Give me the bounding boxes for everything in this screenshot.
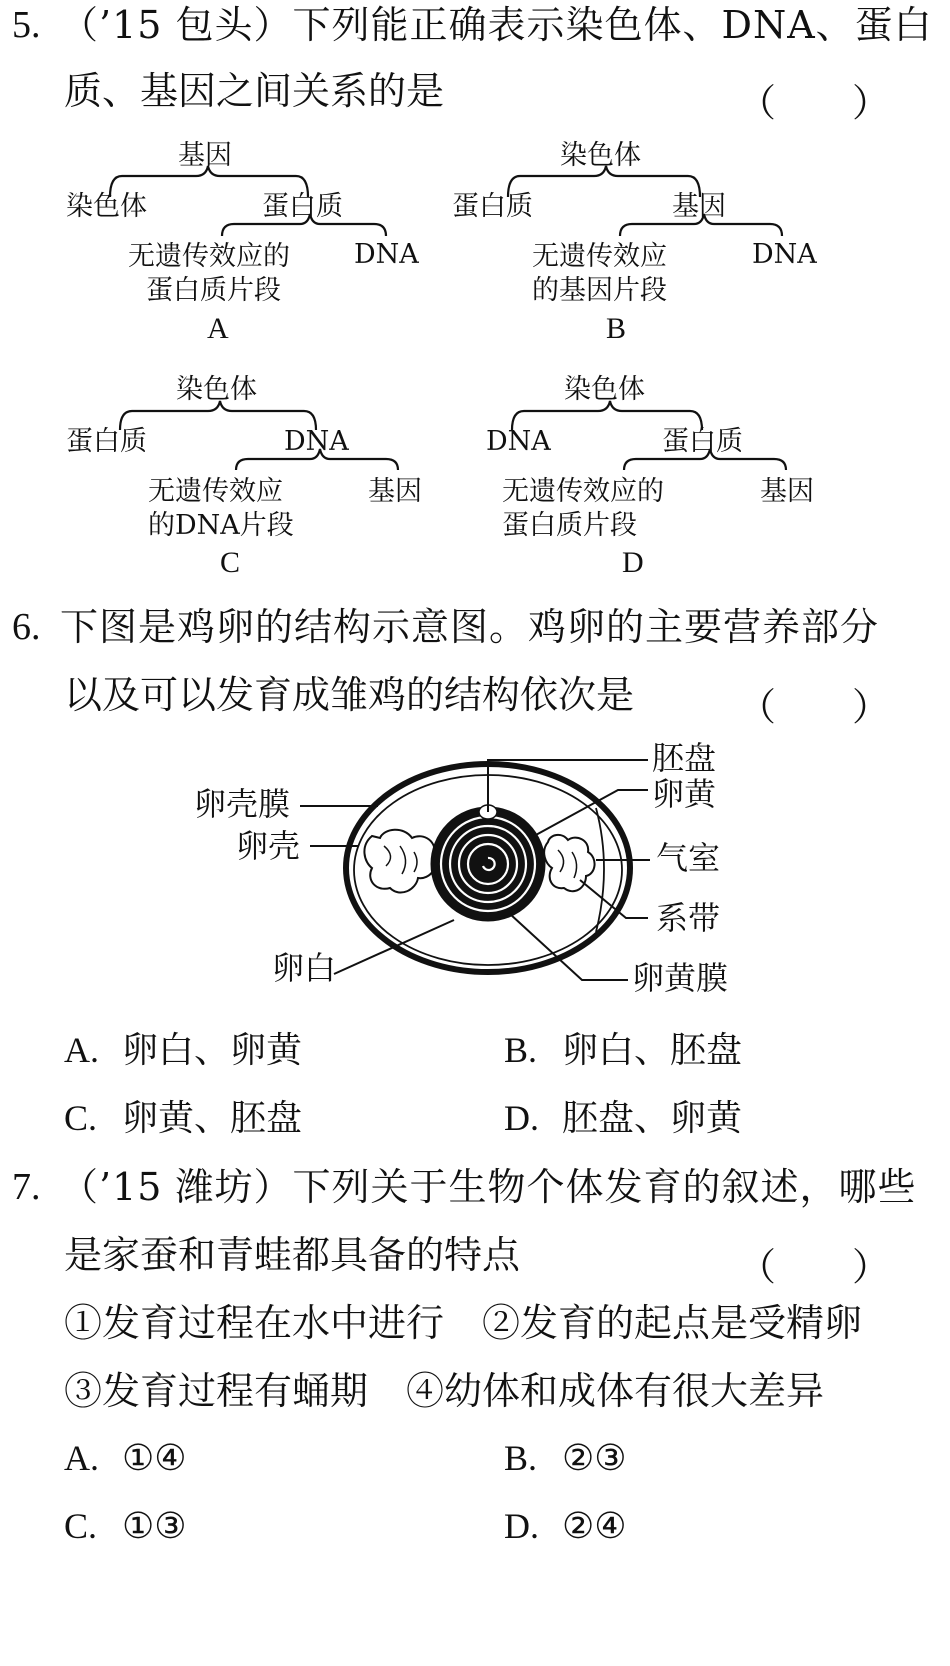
question-6-stem-line1: 下图是鸡卵的结构示意图。鸡卵的主要营养部分: [60, 605, 880, 649]
q6-option-a-text: 卵白、卵黄: [122, 1030, 303, 1071]
diagram-b-top-label: 染色体: [560, 140, 641, 171]
diagram-c-top-label: 染色体: [176, 374, 257, 405]
question-7-answer-blank: （ ）: [738, 1245, 891, 1289]
diagram-b-left-label: 蛋白质: [452, 191, 533, 222]
diagram-b-sub-line2: 的基因片段: [532, 275, 667, 306]
label-shell: 卵壳: [236, 827, 301, 865]
diagram-c-letter: C: [220, 546, 241, 579]
label-shell-membrane: 卵壳膜: [194, 785, 291, 823]
diagram-d-sub-line1: 无遗传效应的: [502, 476, 664, 507]
q6-option-a-key: A.: [64, 1030, 99, 1070]
q6-option-b-key: B.: [504, 1030, 538, 1070]
diagram-a-sub-line1: 无遗传效应的: [128, 241, 290, 272]
diagram-c-left-label: 蛋白质: [66, 426, 147, 457]
diagram-d-letter: D: [622, 546, 644, 579]
label-chalaza: 系带: [656, 899, 721, 937]
question-7-number: 7.: [12, 1166, 41, 1208]
q7-option-c-key: C.: [64, 1506, 98, 1546]
diagram-d-sub-line2: 蛋白质片段: [502, 510, 637, 541]
q6-option-d[interactable]: [504, 1100, 742, 1137]
diagram-a-sub-line2: 蛋白质片段: [146, 275, 281, 306]
question-5-number: 5.: [12, 4, 41, 46]
q7-option-b[interactable]: [504, 1440, 627, 1477]
question-5-stem-line1: （’15 包头）下列能正确表示染色体、DNA、蛋白: [60, 3, 933, 47]
q6-option-c[interactable]: [64, 1100, 302, 1137]
q6-option-d-key: D.: [504, 1098, 539, 1138]
q7-option-d-text: ②④: [562, 1506, 627, 1547]
question-7-statements-line2: ③发育过程有蛹期 ④幼体和成体有很大差异: [64, 1369, 825, 1413]
diagram-b-right-label: DNA: [752, 239, 817, 270]
q7-option-a-text: ①④: [122, 1438, 187, 1479]
diagram-a-top-label: 基因: [178, 140, 232, 171]
q7-option-b-key: B.: [504, 1438, 538, 1478]
q7-option-b-text: ②③: [562, 1438, 627, 1479]
question-6-stem-line2: 以及可以发育成雏鸡的结构依次是: [64, 673, 635, 717]
label-yolk: 卵黄: [652, 775, 717, 813]
q7-option-a-key: A.: [64, 1438, 99, 1478]
diagram-d-left-label: DNA: [486, 426, 551, 457]
label-yolk-membrane: 卵黄膜: [632, 959, 729, 997]
label-albumen: 卵白: [272, 949, 337, 987]
diagram-d-right-label: 基因: [760, 476, 814, 507]
q6-option-c-text: 卵黄、胚盘: [122, 1098, 303, 1139]
question-7-stem-line1: （’15 潍坊）下列关于生物个体发育的叙述，哪些: [60, 1165, 917, 1209]
question-5-stem-line2: 质、基因之间关系的是: [64, 69, 445, 113]
diagram-b-mid-label: 基因: [672, 191, 726, 222]
diagram-b-letter: B: [606, 312, 627, 345]
diagram-a-right-label: DNA: [354, 239, 419, 270]
diagram-d-mid-label: 蛋白质: [662, 426, 743, 457]
q7-option-c[interactable]: [64, 1508, 187, 1545]
diagram-c-mid-label: DNA: [284, 426, 349, 457]
q6-option-c-key: C.: [64, 1098, 98, 1138]
label-air-cell: 气室: [656, 839, 721, 877]
question-6-number: 6.: [12, 606, 41, 648]
diagram-a-mid-label: 蛋白质: [262, 191, 343, 222]
q7-option-d-key: D.: [504, 1506, 539, 1546]
question-6-answer-blank: （ ）: [738, 685, 891, 729]
q6-option-d-text: 胚盘、卵黄: [562, 1098, 743, 1139]
diagram-d-top-label: 染色体: [564, 374, 645, 405]
q7-option-d[interactable]: [504, 1508, 627, 1545]
diagram-c-sub-line1: 无遗传效应: [148, 476, 283, 507]
label-germinal-disc: 胚盘: [652, 739, 717, 777]
diagram-a-left-label: 染色体: [66, 191, 147, 222]
diagram-c-right-label: 基因: [368, 476, 422, 507]
q7-option-a[interactable]: [64, 1440, 187, 1477]
diagram-c-sub-line2: 的DNA片段: [148, 510, 294, 541]
question-5-answer-blank: （ ）: [738, 81, 891, 125]
q6-option-b-text: 卵白、胚盘: [562, 1030, 743, 1071]
question-7-statements-line1: ①发育过程在水中进行 ②发育的起点是受精卵: [64, 1301, 863, 1345]
q6-option-a[interactable]: [64, 1032, 302, 1069]
diagram-a-letter: A: [207, 312, 229, 345]
diagram-b-sub-line1: 无遗传效应: [532, 241, 667, 272]
q6-option-b[interactable]: [504, 1032, 742, 1069]
question-7-stem-line2: 是家蚕和青蛙都具备的特点: [64, 1233, 521, 1277]
q7-option-c-text: ①③: [122, 1506, 187, 1547]
